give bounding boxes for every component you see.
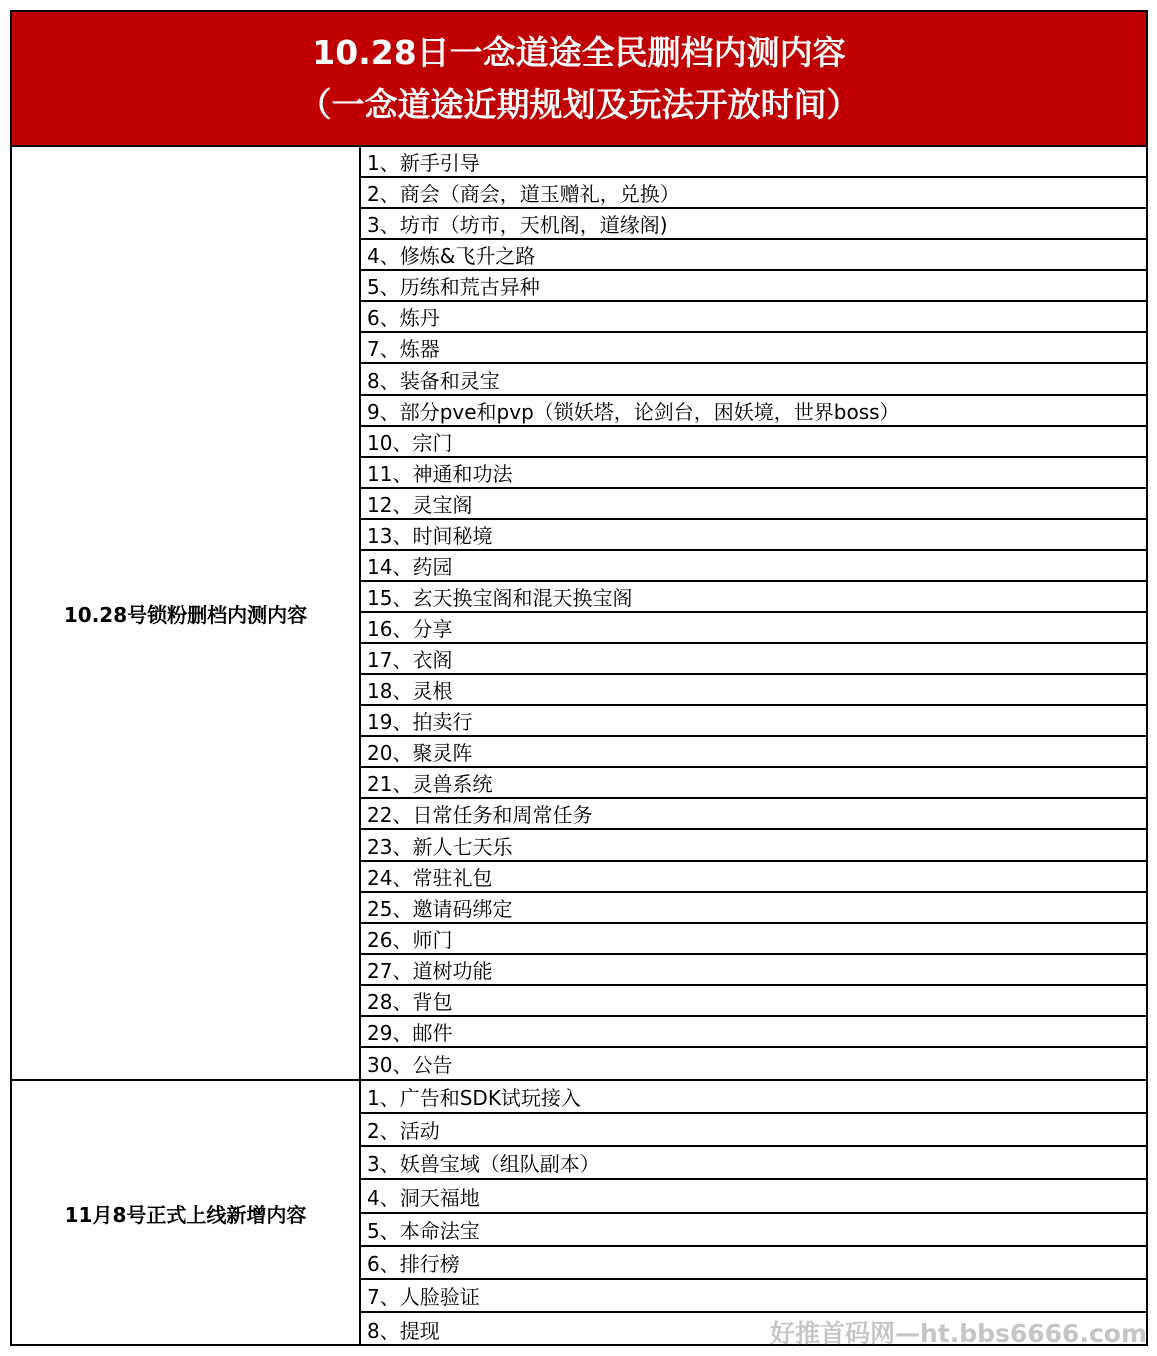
title-line-2: （一念道途近期规划及玩法开放时间） xyxy=(298,84,860,124)
list-item: 13、时间秘境 xyxy=(361,520,1146,551)
list-item: 20、聚灵阵 xyxy=(361,737,1146,768)
list-item: 15、玄天换宝阁和混天换宝阁 xyxy=(361,582,1146,613)
list-item: 12、灵宝阁 xyxy=(361,489,1146,520)
section-official-launch xyxy=(12,1081,1146,1346)
list-item: 29、邮件 xyxy=(361,1017,1146,1048)
list-item: 19、拍卖行 xyxy=(361,706,1146,737)
list-item: 30、公告 xyxy=(367,1053,453,1077)
list-item: 6、炼丹 xyxy=(361,302,1146,333)
list-item: 10、宗门 xyxy=(361,427,1146,458)
list-item: 28、背包 xyxy=(361,986,1146,1017)
list-item: 18、灵根 xyxy=(361,675,1146,706)
list-item: 1、广告和SDK试玩接入 xyxy=(361,1081,1146,1114)
list-item: 4、洞天福地 xyxy=(361,1180,1146,1214)
watermark: 好推首码网—ht.bbs6666.com xyxy=(769,1319,1147,1348)
list-item: 21、灵兽系统 xyxy=(361,768,1146,799)
list-item: 1、新手引导 xyxy=(361,147,1146,178)
content-table xyxy=(10,10,1148,1346)
list-item: 3、妖兽宝域（组队副本） xyxy=(361,1147,1146,1180)
list-item: 17、衣阁 xyxy=(361,644,1146,675)
list-item: 16、分享 xyxy=(361,613,1146,644)
list-item: 22、日常任务和周常任务 xyxy=(361,799,1146,830)
title-line-1: 10.28日一念道途全民删档内测内容 xyxy=(312,32,846,72)
list-item: 6、排行榜 xyxy=(361,1247,1146,1280)
section-label: 10.28号锁粉删档内测内容 xyxy=(12,147,361,1079)
list-item: 4、修炼&飞升之路 xyxy=(361,240,1146,271)
list-item: 14、药园 xyxy=(361,551,1146,582)
list-item: 27、道树功能 xyxy=(361,955,1146,986)
list-item: 5、历练和荒古异种 xyxy=(361,271,1146,302)
section-items xyxy=(361,1081,1146,1346)
list-item: 23、新人七天乐 xyxy=(361,830,1146,862)
list-item: 8、提现 xyxy=(367,1319,440,1343)
list-item: 8、装备和灵宝 xyxy=(361,364,1146,396)
list-item: 2、活动 xyxy=(361,1114,1146,1147)
list-item: 9、部分pve和pvp（锁妖塔，论剑台，困妖境，世界boss） xyxy=(361,396,1146,427)
section-items xyxy=(361,147,1146,1079)
list-item: 25、邀请码绑定 xyxy=(361,893,1146,924)
table-header xyxy=(12,12,1146,147)
list-item: 7、炼器 xyxy=(361,333,1146,364)
list-item: 3、坊市（坊市，天机阁，道缘阁) xyxy=(361,209,1146,240)
list-item: 7、人脸验证 xyxy=(361,1280,1146,1313)
section-internal-test xyxy=(12,147,1146,1081)
list-item: 2、商会（商会，道玉赠礼，兑换） xyxy=(361,178,1146,209)
list-item: 5、本命法宝 xyxy=(361,1214,1146,1247)
list-item: 11、神通和功法 xyxy=(361,458,1146,489)
list-item: 24、常驻礼包 xyxy=(361,862,1146,893)
list-item: 26、师门 xyxy=(361,924,1146,955)
section-label: 11月8号正式上线新增内容 xyxy=(12,1081,361,1346)
